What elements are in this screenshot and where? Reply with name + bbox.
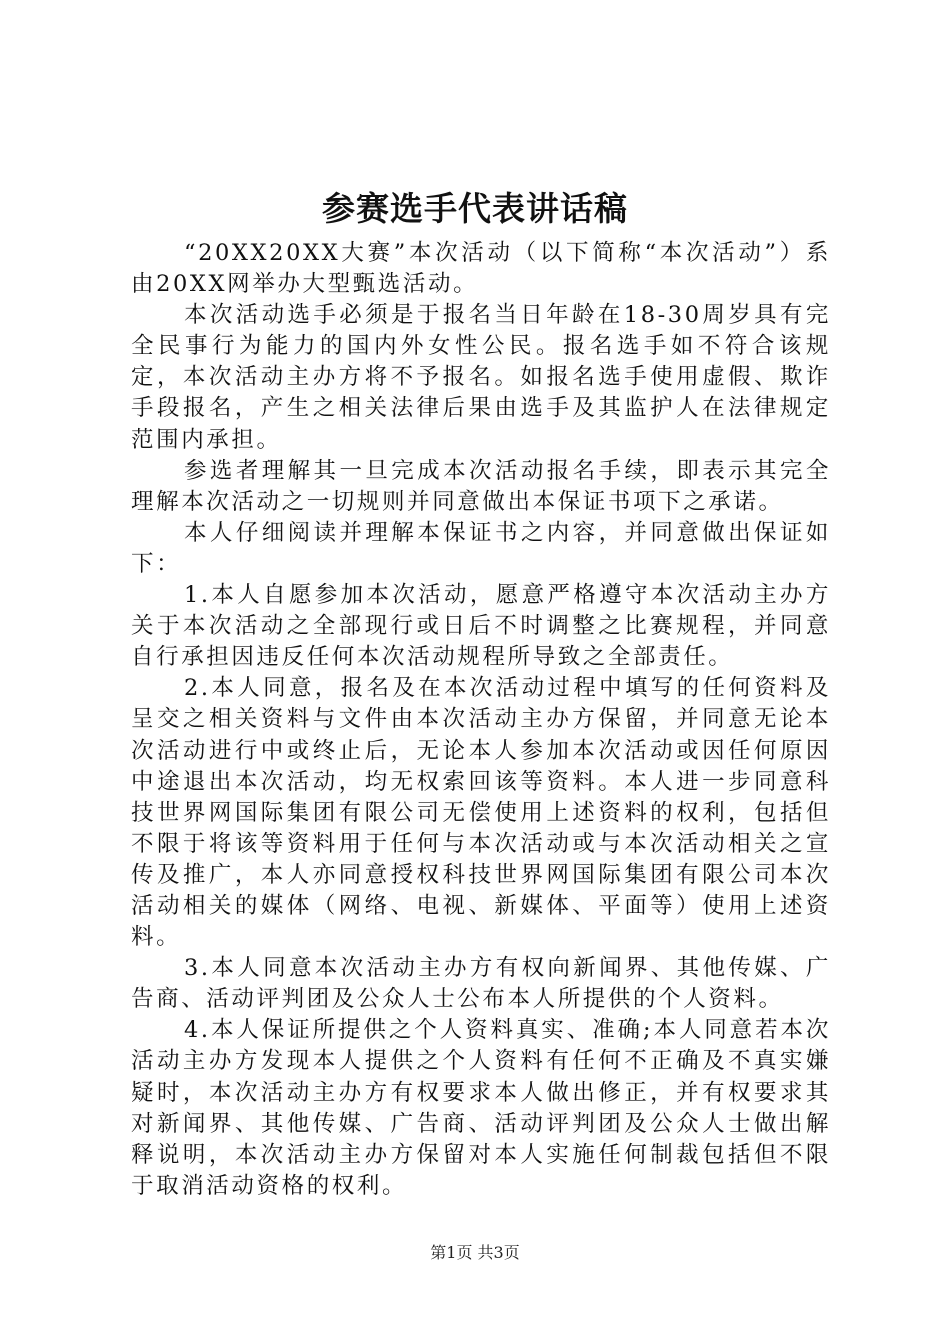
document-title: 参赛选手代表讲话稿 <box>322 189 628 228</box>
pledge-item-4: 4.本人保证所提供之个人资料真实、准确;本人同意若本次活动主办方发现本人提供之个人资料有任何不正确及不真实嫌疑时，本次活动主办方有权要求本人做出修正，并有权要求其对新闻界、其他传媒、广告商、活动评判团及公众人士做出解释说明，本次活动主办方保留对本人实施任何制裁包括但不限于取消活动资格的权利。 <box>131 1017 831 1199</box>
paragraph-understanding: 参选者理解其一旦完成本次活动报名手续，即表示其完全理解本次活动之一切规则并同意做出本保证书项下之承诺。 <box>131 457 831 515</box>
page-number-footer: 第1页 共3页 <box>430 1243 520 1262</box>
pledge-item-1: 1.本人自愿参加本次活动，愿意严格遵守本次活动主办方关于本次活动之全部现行或日后不时调整之比赛规程，并同意自行承担因违反任何本次活动规程所导致之全部责任。 <box>131 582 831 671</box>
paragraph-eligibility: 本次活动选手必须是于报名当日年龄在18-30周岁具有完全民事行为能力的国内外女性公民。报名选手如不符合该规定，本次活动主办方将不予报名。如报名选手使用虚假、欺诈手段报名，产生之相关法律后果由选手及其监护人在法律规定范围内承担。 <box>131 302 831 453</box>
pledge-item-3: 3.本人同意本次活动主办方有权向新闻界、其他传媒、广告商、活动评判团及公众人士公布本人所提供的个人资料。 <box>131 955 831 1013</box>
paragraph-pledge-intro: 本人仔细阅读并理解本保证书之内容，并同意做出保证如下： <box>131 519 831 577</box>
paragraph-intro: “20XX20XX大赛”本次活动（以下简称“本次活动”）系由20XX网举办大型甄选活动。 <box>131 240 831 298</box>
pledge-item-2: 2.本人同意，报名及在本次活动过程中填写的任何资料及呈交之相关资料与文件由本次活动主办方保留，并同意无论本次活动进行中或终止后，无论本人参加本次活动或因任何原因中途退出本次活动，均无权索回该等资料。本人进一步同意科技世界网国际集团有限公司无偿使用上述资料的权利，包括但不限于将该等资料用于任何与本次活动或与本次活动相关之宣传及推广，本人亦同意授权科技世界网国际集团有限公司本次活动相关的媒体（网络、电视、新媒体、平面等）使用上述资料。 <box>131 675 831 951</box>
document-body <box>131 238 831 1202</box>
